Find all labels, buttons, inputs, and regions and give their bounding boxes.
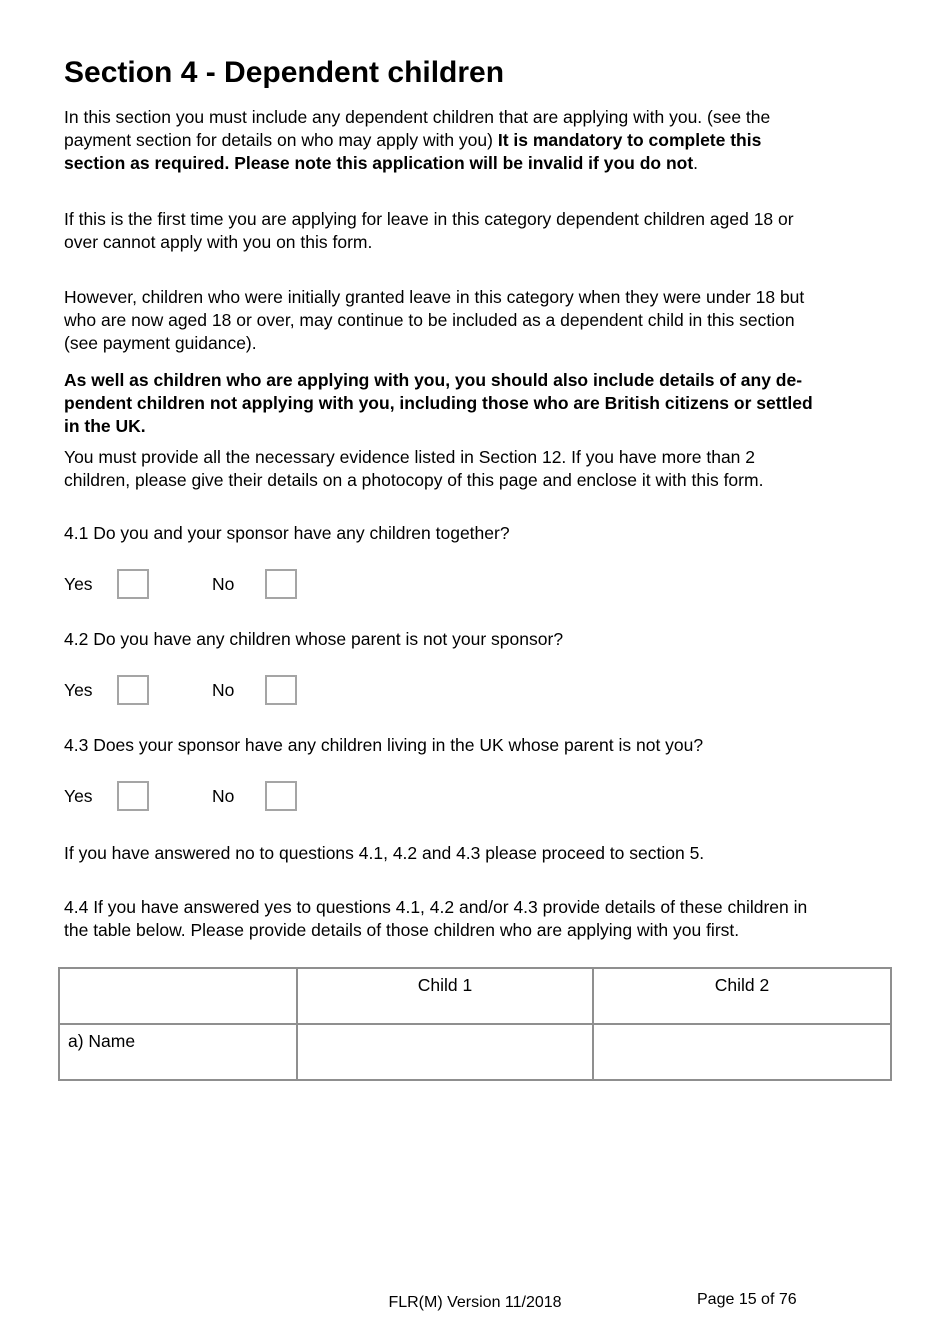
page-title: Section 4 - Dependent children bbox=[64, 56, 505, 89]
proceed-note: If you have answered no to questions 4.1, 4.2 and 4.3 please proceed to section 5. bbox=[64, 843, 705, 863]
paragraph-first-time: If this is the first time you are applying for leave in this category dependent children aged 18 or over cannot apply with you on this form. bbox=[64, 209, 794, 252]
q4-1-no-checkbox[interactable] bbox=[265, 569, 297, 599]
q4-3-no-checkbox[interactable] bbox=[265, 781, 297, 811]
question-4-3-answer-row bbox=[64, 781, 892, 812]
no-label: No bbox=[212, 680, 235, 700]
q4-2-yes-checkbox[interactable] bbox=[117, 675, 149, 705]
intro-bold-text: It is mandatory to complete this section as required. Please note this application will be invalid if you do not bbox=[64, 130, 762, 173]
no-label: No bbox=[212, 574, 235, 594]
question-4-4-label: 4.4 If you have answered yes to questions 4.1, 4.2 and/or 4.3 provide details of these children in the table below. Please provide details of those children who are applying with you first. bbox=[64, 897, 808, 940]
table-header-row bbox=[59, 968, 891, 1024]
intro-paragraph bbox=[64, 106, 892, 175]
q4-1-yes-checkbox[interactable] bbox=[117, 569, 149, 599]
paragraph-however: However, children who were initially granted leave in this category when they were under 18 but who are now aged 18 or over, may continue to be included as a dependent child in this section (see payment guidance). bbox=[64, 287, 805, 353]
question-4-2-label: 4.2 Do you have any children whose parent is not your sponsor? bbox=[64, 629, 564, 649]
question-4-3-label: 4.3 Does your sponsor have any children living in the UK whose parent is not you? bbox=[64, 735, 704, 755]
table-corner-cell bbox=[59, 968, 297, 1024]
row-label-name: a) Name bbox=[59, 1024, 297, 1080]
question-4-2-answer-row bbox=[64, 675, 892, 706]
footer-page-number: Page 15 of 76 bbox=[697, 1291, 797, 1308]
child-2-header: Child 2 bbox=[593, 968, 891, 1024]
yes-label: Yes bbox=[64, 680, 93, 700]
intro-regular-text: In this section you must include any dependent children that are applying with you. (see the payment section for details on who may apply with you) bbox=[64, 107, 771, 150]
name-child-1-field[interactable] bbox=[297, 1024, 593, 1080]
children-table bbox=[58, 967, 892, 1081]
yes-label: Yes bbox=[64, 574, 93, 594]
no-label: No bbox=[212, 786, 235, 806]
footer-version: FLR(M) Version 11/2018 bbox=[388, 1294, 562, 1311]
table-row-name bbox=[59, 1024, 891, 1080]
yes-label: Yes bbox=[64, 786, 93, 806]
paragraph-include-details: As well as children who are applying with you, you should also include details of any de- pendent children not applying with you, including those who are British citizens or settled in the UK. bbox=[64, 370, 813, 436]
q4-2-no-checkbox[interactable] bbox=[265, 675, 297, 705]
name-child-2-field[interactable] bbox=[593, 1024, 891, 1080]
q4-3-yes-checkbox[interactable] bbox=[117, 781, 149, 811]
question-4-1-label: 4.1 Do you and your sponsor have any children together? bbox=[64, 523, 510, 543]
intro-tail-text: . bbox=[693, 153, 699, 173]
paragraph-evidence: You must provide all the necessary evidence listed in Section 12. If you have more than 2 children, please give their details on a photocopy of this page and enclose it with this form. bbox=[64, 447, 764, 490]
child-1-header: Child 1 bbox=[297, 968, 593, 1024]
question-4-1-answer-row bbox=[64, 569, 892, 600]
page-content bbox=[64, 0, 892, 1081]
